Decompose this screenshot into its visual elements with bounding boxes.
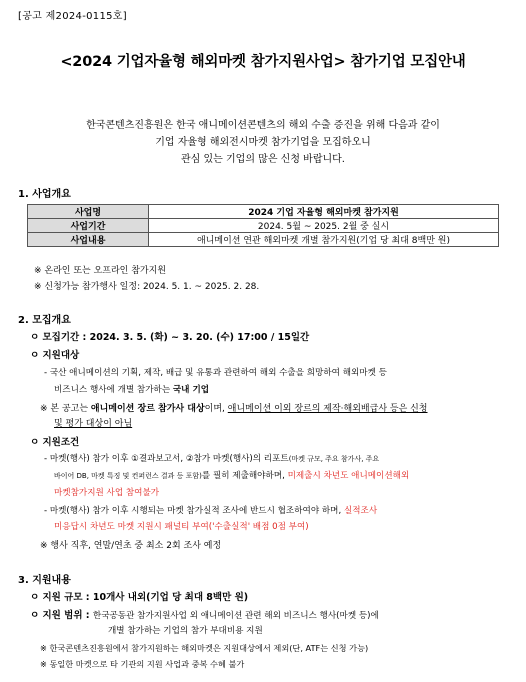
table-value: 애니메이션 연관 해외마켓 개별 참가지원(기업 당 최대 8백만 원) (149, 233, 499, 247)
intro-line-3: 관심 있는 기업의 많은 신청 바랍니다. (181, 154, 345, 165)
condition-1-line-2 (54, 469, 409, 481)
target-note-text: 이며, (204, 404, 228, 414)
support-range-line-1 (30, 607, 379, 621)
document-title: <2024 기업자율형 해외마켓 참가지원사업> 참가기업 모집안내 (60, 54, 466, 70)
table-value: 2024. 5월 ~ 2025. 2월 중 실시 (149, 219, 499, 233)
table-row (28, 233, 499, 247)
section-1-note-1: ※ 온라인 또는 오프라인 참가지원 (34, 266, 167, 276)
section-1-heading: 1. 사업개요 (18, 189, 71, 200)
condition-2-line-1 (44, 504, 377, 516)
intro-line-2: 기업 자율형 해외전시마켓 참가기업을 모집하오니 (155, 137, 371, 148)
target-note-line-2: 및 평가 대상이 아님 (54, 419, 133, 429)
condition-small-text: (마켓 규모, 주요 참가사, 주요 (288, 455, 380, 463)
conditions-note: ※ 행사 직후, 연말/연초 중 최소 2회 조사 예정 (40, 541, 222, 551)
target-note-emphasis: 애니메이션 장르 참가사 대상 (90, 404, 205, 414)
target-heading: ㅇ 지원대상 (30, 350, 80, 361)
table-label: 사업명 (28, 205, 149, 219)
table-label: 사업기간 (28, 219, 149, 233)
condition-text: - 마켓(행사) 참가 이후 ①결과보고서, ②참가 마켓(행사)의 리포트 (44, 454, 289, 464)
section-3-note-1: ※ 한국콘텐츠진흥원에서 참가지원하는 해외마켓은 지원대상에서 제외(단, ATF는 신청 가능) (40, 643, 369, 653)
support-range-label: ㅇ 지원 범위 : (30, 610, 93, 621)
intro-line-1: 한국콘텐츠진흥원은 한국 애니메이션콘텐츠의 해외 수출 증진을 위해 다음과 같이 (86, 120, 440, 131)
section-2-heading: 2. 모집개요 (18, 315, 71, 326)
support-scale: ㅇ 지원 규모 : 10개사 내외(기업 당 최대 8백만 원) (30, 592, 249, 603)
condition-1-line-1 (44, 452, 379, 464)
support-range-text: 한국공동관 참가지원사업 외 애니메이션 관련 해외 비즈니스 행사(마켓 등)에 (92, 611, 379, 621)
table-row (28, 205, 499, 219)
target-note-line-1 (40, 401, 428, 414)
notice-number: [공고 제2024-0115호] (18, 11, 127, 22)
overview-table (27, 204, 499, 247)
section-3-note-2: ※ 동일한 마켓으로 타 기관의 지원 사업과 중복 수혜 불가 (40, 659, 245, 669)
target-line-2 (54, 383, 209, 395)
table-value: 2024 기업 자율형 해외마켓 참가지원 (149, 205, 499, 219)
support-range-line-2: 개별 참가하는 기업의 참가 부대비용 지원 (108, 626, 263, 636)
condition-text: - 마켓(행사) 참가 이후 시행되는 마켓 참가실적 조사에 반드시 협조하여야 하며, (44, 506, 344, 516)
condition-small-text: 바이어 DB, 마켓 특징 및 컨퍼런스 결과 등 포함) (54, 472, 202, 480)
section-1-note-2: ※ 신청가능 참가행사 일정: 2024. 5. 1. ~ 2025. 2. 28. (34, 282, 260, 292)
target-line-2-text: 비즈니스 행사에 개별 참가하는 (54, 385, 173, 395)
condition-text: 를 필히 제출해야하며, (201, 471, 288, 481)
condition-warning: 미제출시 차년도 애니메이션해외 (287, 471, 410, 481)
section-3-heading: 3. 지원내용 (18, 575, 71, 586)
target-note-underlined: 애니메이션 이외 장르의 제작·해외배급사 등은 신청 (227, 404, 428, 414)
target-line-2-emphasis: 국내 기업 (172, 385, 210, 395)
condition-warning: 실적조사 (343, 506, 378, 516)
conditions-heading: ㅇ 지원조건 (30, 437, 80, 448)
target-note-text: ※ 본 공고는 (40, 404, 91, 414)
condition-1-line-3: 마켓참가지원 사업 참여불가 (54, 488, 160, 498)
target-line-1: - 국산 애니메이션의 기획, 제작, 배급 및 유통과 관련하여 해외 수출을 희망하여 해외마켓 등 (44, 368, 387, 378)
recruit-period: ㅇ 모집기간 : 2024. 3. 5. (화) ~ 3. 20. (수) 17:00 / 15일간 (30, 332, 310, 343)
table-row (28, 219, 499, 233)
condition-2-line-2: 미응답시 차년도 마켓 지원시 패널티 부여('수출실적' 배점 0점 부여) (54, 522, 309, 532)
table-label: 사업내용 (28, 233, 149, 247)
